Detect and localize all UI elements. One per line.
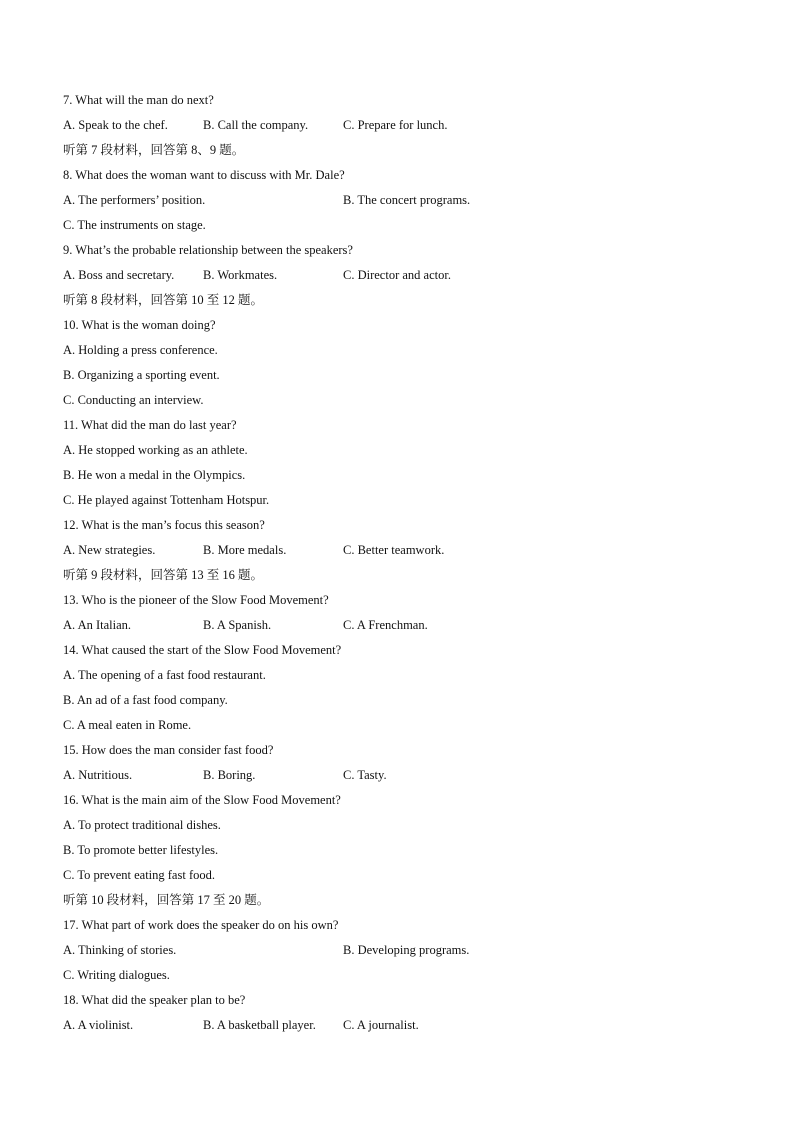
answer-option: B. A basketball player. [203,1018,316,1032]
answer-option: A. Boss and secretary. [63,268,175,282]
answer-option: A. Nutritious. [63,768,133,782]
answer-option: C. Prepare for lunch. [343,118,448,132]
question-text: 13. Who is the pioneer of the Slow Food Movement? [63,593,329,607]
question-text: 15. How does the man consider fast food? [63,743,274,757]
answer-option: A. The performers’ position. [63,193,206,207]
section-instruction: 听第 7 段材料，回答第 8、9 题。 [63,143,245,157]
answer-option: B. Call the company. [203,118,309,132]
options-row [63,613,743,638]
answer-option: A. New strategies. [63,543,156,557]
answer-option: C. Writing dialogues. [63,968,170,982]
options-row [63,938,743,963]
answer-option: C. Better teamwork. [343,543,445,557]
answer-option: C. A journalist. [343,1018,419,1032]
answer-option: B. He won a medal in the Olympics. [63,468,246,482]
question-text: 17. What part of work does the speaker do on his own? [63,918,339,932]
answer-option: C. Director and actor. [343,268,451,282]
answer-option: A. Thinking of stories. [63,943,177,957]
answer-option: B. An ad of a fast food company. [63,693,228,707]
answer-option: A. A violinist. [63,1018,134,1032]
question-text: 14. What caused the start of the Slow Food Movement? [63,643,342,657]
question-text: 8. What does the woman want to discuss with Mr. Dale? [63,168,345,182]
question-text: 16. What is the main aim of the Slow Food Movement? [63,793,341,807]
question-text: 11. What did the man do last year? [63,418,237,432]
options-row [63,763,743,788]
answer-option: C. He played against Tottenham Hotspur. [63,493,270,507]
options-row [63,188,743,213]
answer-option: A. The opening of a fast food restaurant. [63,668,266,682]
answer-option: C. Tasty. [343,768,387,782]
answer-option: B. To promote better lifestyles. [63,843,219,857]
section-instruction: 听第 8 段材料，回答第 10 至 12 题。 [63,293,264,307]
answer-option: C. The instruments on stage. [63,218,206,232]
answer-option: B. A Spanish. [203,618,272,632]
question-text: 9. What’s the probable relationship between the speakers? [63,243,353,257]
answer-option: C. A meal eaten in Rome. [63,718,192,732]
answer-option: B. Boring. [203,768,256,782]
options-row [63,1013,743,1038]
answer-option: A. He stopped working as an athlete. [63,443,248,457]
options-row [63,263,743,288]
section-instruction: 听第 9 段材料，回答第 13 至 16 题。 [63,568,264,582]
answer-option: B. The concert programs. [343,193,471,207]
answer-option: C. To prevent eating fast food. [63,868,215,882]
section-instruction: 听第 10 段材料，回答第 17 至 20 题。 [63,893,270,907]
listening-questions [63,88,743,1038]
answer-option: C. A Frenchman. [343,618,428,632]
answer-option: C. Conducting an interview. [63,393,204,407]
answer-option: A. Speak to the chef. [63,118,168,132]
answer-option: A. An Italian. [63,618,132,632]
answer-option: B. Organizing a sporting event. [63,368,220,382]
question-text: 18. What did the speaker plan to be? [63,993,246,1007]
answer-option: A. To protect traditional dishes. [63,818,221,832]
answer-option: B. More medals. [203,543,287,557]
question-text: 7. What will the man do next? [63,93,214,107]
question-text: 10. What is the woman doing? [63,318,216,332]
options-row [63,113,743,138]
answer-option: B. Developing programs. [343,943,470,957]
options-row [63,538,743,563]
answer-option: A. Holding a press conference. [63,343,218,357]
question-text: 12. What is the man’s focus this season? [63,518,265,532]
answer-option: B. Workmates. [203,268,278,282]
